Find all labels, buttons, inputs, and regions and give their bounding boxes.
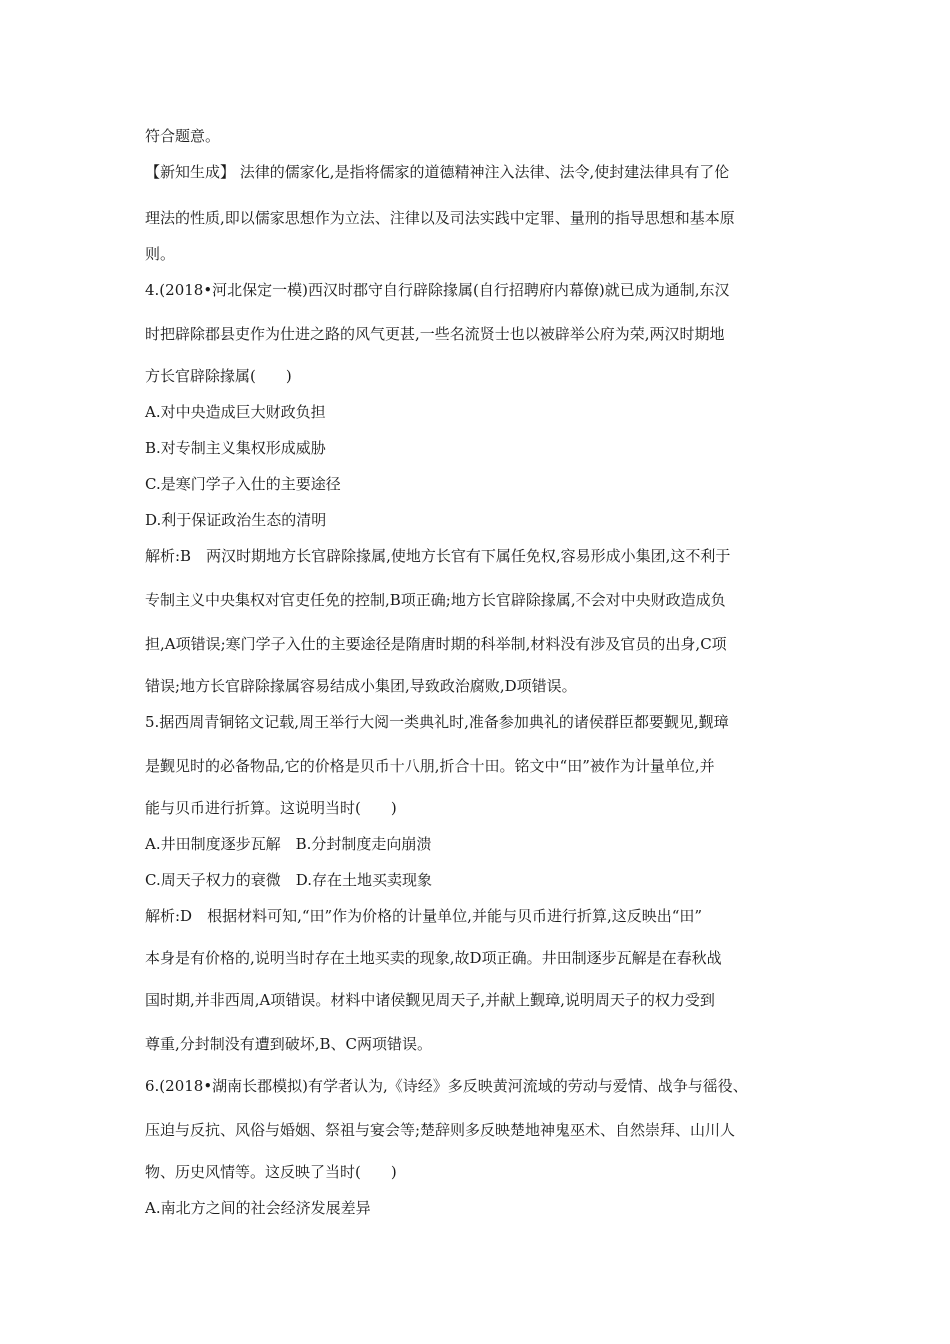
- question-4-analysis: 专制主义中央集权对官吏任免的控制,B项正确;地方长官辟除掾属,不会对中央财政造成负: [145, 591, 726, 609]
- question-4-stem: 方长官辟除掾属( ): [145, 367, 292, 385]
- text-line: 符合题意。: [145, 127, 221, 145]
- question-4-option-b: B.对专制主义集权形成威胁: [145, 439, 326, 457]
- question-5-analysis: 本身是有价格的,说明当时存在土地买卖的现象,故D项正确。井田制逐步瓦解是在春秋战: [145, 949, 722, 967]
- question-5-analysis: 解析:D 根据材料可知,“田”作为价格的计量单位,并能与贝币进行折算,这反映出“田”: [145, 907, 703, 925]
- text-line-new-knowledge: 【新知生成】 法律的儒家化,是指将儒家的道德精神注入法律、法令,使封建法律具有了伦: [145, 163, 730, 181]
- question-4-option-a: A.对中央造成巨大财政负担: [145, 403, 326, 421]
- question-5-options-cd: C.周天子权力的衰微 D.存在土地买卖现象: [145, 871, 432, 889]
- question-4-option-c: C.是寒门学子入仕的主要途径: [145, 475, 341, 493]
- question-4-analysis: 错误;地方长官辟除掾属容易结成小集团,导致政治腐败,D项错误。: [145, 677, 577, 695]
- question-5-analysis: 国时期,并非西周,A项错误。材料中诸侯觐见周天子,并献上觐璋,说明周天子的权力受到: [145, 991, 715, 1009]
- question-5-analysis: 尊重,分封制没有遭到破坏,B、C两项错误。: [145, 1035, 433, 1053]
- question-4-stem: 4.(2018•河北保定一模)西汉时郡守自行辟除掾属(自行招聘府内幕僚)就已成为通制,东汉: [145, 281, 730, 299]
- text-line: 则。: [145, 245, 176, 263]
- text-line: 理法的性质,即以儒家思想作为立法、注律以及司法实践中定罪、量刑的指导思想和基本原: [145, 209, 735, 227]
- question-6-stem: 6.(2018•湖南长郡模拟)有学者认为,《诗经》多反映黄河流域的劳动与爱情、战争与徭役、: [145, 1077, 748, 1095]
- question-4-option-d: D.利于保证政治生态的清明: [145, 511, 327, 529]
- question-4-stem: 时把辟除郡县吏作为仕进之路的风气更甚,一些名流贤士也以被辟举公府为荣,两汉时期地: [145, 325, 725, 343]
- question-6-option-a: A.南北方之间的社会经济发展差异: [145, 1199, 371, 1217]
- question-5-options-ab: A.井田制度逐步瓦解 B.分封制度走向崩溃: [145, 835, 432, 853]
- question-6-stem: 压迫与反抗、风俗与婚姻、祭祖与宴会等;楚辞则多反映楚地神鬼巫术、自然崇拜、山川人: [145, 1121, 736, 1139]
- question-5-stem: 5.据西周青铜铭文记载,周王举行大阅一类典礼时,准备参加典礼的诸侯群臣都要觐见,觐璋: [145, 713, 729, 731]
- question-5-stem: 能与贝币进行折算。这说明当时( ): [145, 799, 397, 817]
- question-4-analysis: 解析:B 两汉时期地方长官辟除掾属,使地方长官有下属任免权,容易形成小集团,这不利于: [145, 547, 731, 565]
- question-6-stem: 物、历史风情等。这反映了当时( ): [145, 1163, 397, 1181]
- question-4-analysis: 担,A项错误;寒门学子入仕的主要途径是隋唐时期的科举制,材料没有涉及官员的出身,C项: [145, 635, 727, 653]
- question-5-stem: 是觐见时的必备物品,它的价格是贝币十八朋,折合十田。铭文中“田”被作为计量单位,并: [145, 757, 715, 775]
